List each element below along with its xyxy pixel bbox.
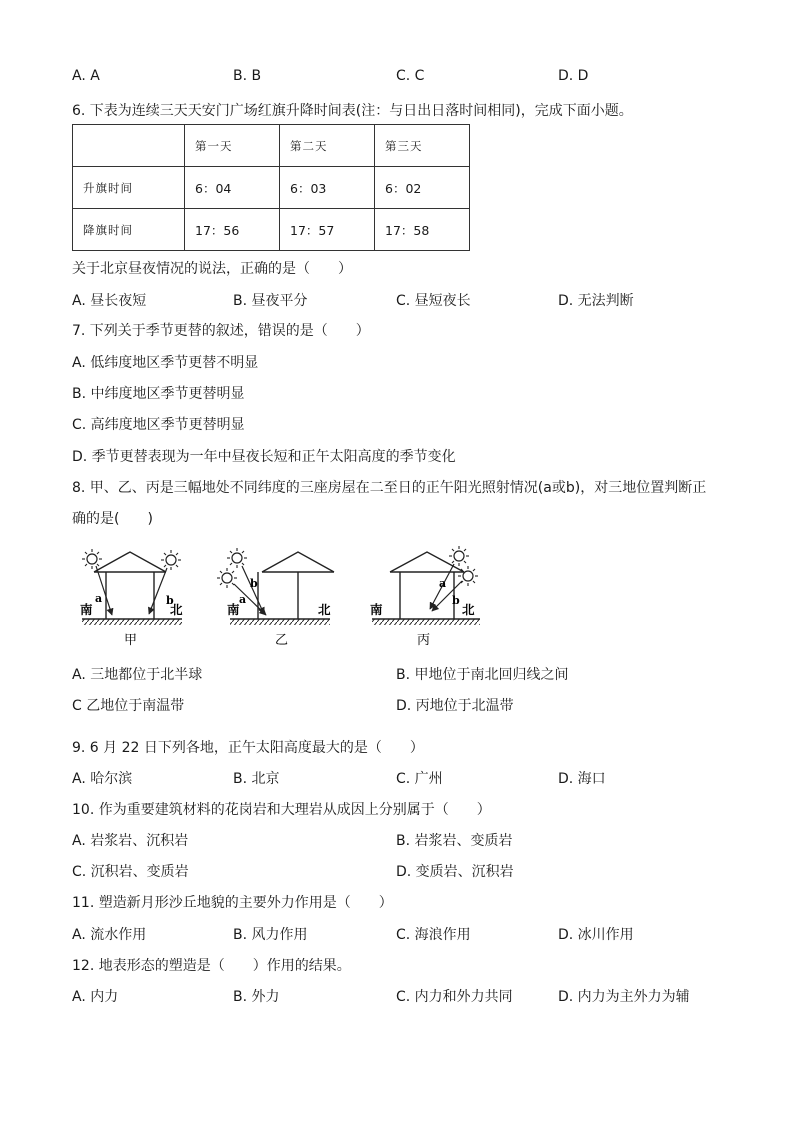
q11-option-d: D. 冰川作用	[558, 927, 634, 943]
ray-a-label: a	[95, 592, 103, 605]
ray-b-label: b	[250, 577, 258, 590]
q8-option-c: C 乙地位于南温带	[72, 698, 185, 714]
q5-option-d: D. D	[558, 68, 589, 84]
q10-option-d: D. 变质岩、沉积岩	[396, 864, 514, 880]
q10-stem: 10. 作为重要建筑材料的花岗岩和大理岩从成因上分别属于（ ）	[72, 802, 491, 818]
q11-stem: 11. 塑造新月形沙丘地貌的主要外力作用是（ ）	[72, 895, 393, 911]
table-cell: 第三天	[375, 125, 470, 167]
north-label: 北	[170, 602, 183, 617]
house-jia	[80, 549, 183, 648]
q5-option-b: B. B	[233, 68, 262, 84]
q10-option-b: B. 岩浆岩、变质岩	[396, 833, 513, 849]
q10-option-c: C. 沉积岩、变质岩	[72, 864, 189, 880]
q8-stem-line1: 8. 甲、乙、丙是三幅地处不同纬度的三座房屋在二至日的正午阳光照射情况(a或b)，对三地位置判断正	[72, 480, 707, 496]
table-cell: 6：04	[185, 167, 280, 209]
table-cell: 降旗时间	[73, 209, 185, 251]
q8-option-d: D. 丙地位于北温带	[396, 698, 514, 714]
ray-a-label: a	[439, 577, 447, 590]
north-label: 北	[318, 602, 331, 617]
q12-option-b: B. 外力	[233, 989, 280, 1005]
q8-stem-line2: 确的是( )	[72, 511, 153, 527]
q9-option-c: C. 广州	[396, 771, 443, 787]
q11-option-c: C. 海浪作用	[396, 927, 471, 943]
ray-a-label: a	[239, 593, 247, 606]
q6-option-a: A. 昼长夜短	[72, 293, 147, 309]
q8-option-b: B. 甲地位于南北回归线之间	[396, 667, 569, 683]
table-cell: 6：02	[375, 167, 470, 209]
table-cell: 升旗时间	[73, 167, 185, 209]
q6-option-c: C. 昼短夜长	[396, 293, 471, 309]
table-cell	[73, 125, 185, 167]
q11-option-a: A. 流水作用	[72, 927, 147, 943]
figure-label-jia: 甲	[124, 633, 138, 648]
q7-option-a: A. 低纬度地区季节更替不明显	[72, 355, 259, 371]
q11-option-b: B. 风力作用	[233, 927, 308, 943]
ray-b-label: b	[452, 594, 460, 607]
q5-option-a: A. A	[72, 68, 100, 84]
south-label: 南	[80, 602, 93, 617]
q9-stem: 9. 6 月 22 日下列各地，正午太阳高度最大的是（ ）	[72, 740, 424, 756]
flag-time-table	[72, 124, 470, 251]
figure-label-bing: 丙	[417, 633, 431, 648]
table-row	[73, 167, 470, 209]
q12-option-c: C. 内力和外力共同	[396, 989, 513, 1005]
q12-stem: 12. 地表形态的塑造是（ ）作用的结果。	[72, 958, 351, 974]
q12-option-d: D. 内力为主外力为辅	[558, 989, 690, 1005]
south-label: 南	[370, 602, 383, 617]
q7-option-d: D. 季节更替表现为一年中昼夜长短和正午太阳高度的季节变化	[72, 449, 456, 465]
table-cell: 第二天	[280, 125, 375, 167]
q9-option-a: A. 哈尔滨	[72, 771, 133, 787]
south-label: 南	[227, 602, 240, 617]
sunlight-houses-figure	[72, 544, 492, 652]
q10-option-a: A. 岩浆岩、沉积岩	[72, 833, 189, 849]
q6-option-b: B. 昼夜平分	[233, 293, 308, 309]
table-cell: 17：58	[375, 209, 470, 251]
q5-option-c: C. C	[396, 68, 425, 84]
ray-b-label: b	[166, 594, 174, 607]
house-bing	[370, 546, 480, 648]
table-cell: 第一天	[185, 125, 280, 167]
q7-option-c: C. 高纬度地区季节更替明显	[72, 417, 245, 433]
table-cell: 6：03	[280, 167, 375, 209]
q6-stem: 6. 下表为连续三天天安门广场红旗升降时间表(注：与日出日落时间相同)，完成下面小题。	[72, 103, 633, 119]
q12-option-a: A. 内力	[72, 989, 119, 1005]
table-cell: 17：57	[280, 209, 375, 251]
q7-stem: 7. 下列关于季节更替的叙述，错误的是（ ）	[72, 323, 370, 339]
house-yi	[217, 548, 334, 648]
q8-option-a: A. 三地都位于北半球	[72, 667, 203, 683]
q9-option-d: D. 海口	[558, 771, 606, 787]
table-cell: 17：56	[185, 209, 280, 251]
figure-label-yi: 乙	[275, 633, 289, 648]
q6-option-d: D. 无法判断	[558, 293, 634, 309]
north-label: 北	[462, 602, 475, 617]
q7-option-b: B. 中纬度地区季节更替明显	[72, 386, 245, 402]
q6-sub-stem: 关于北京昼夜情况的说法，正确的是（ ）	[72, 261, 352, 277]
table-row	[73, 209, 470, 251]
table-header-row	[73, 125, 470, 167]
q9-option-b: B. 北京	[233, 771, 280, 787]
